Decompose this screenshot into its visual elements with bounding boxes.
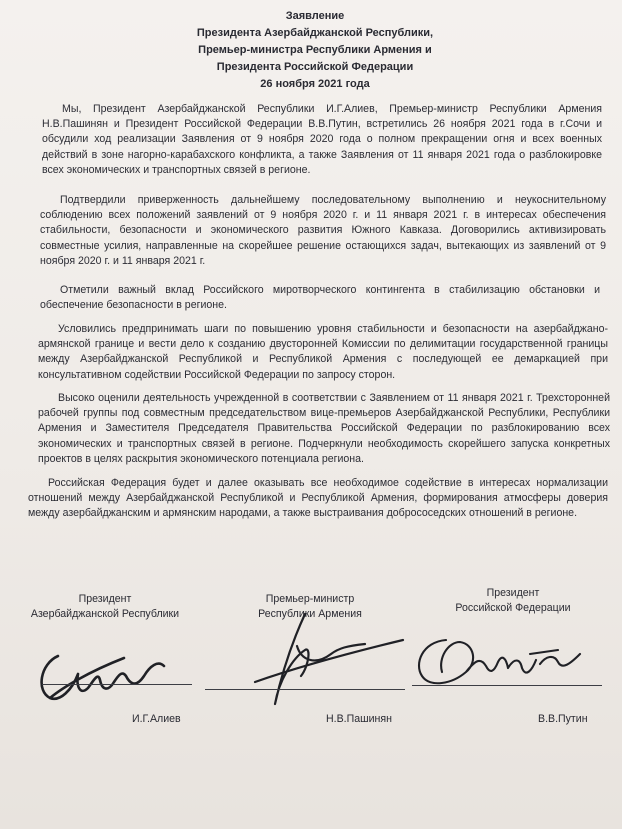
signatory-3-name: В.В.Путин (538, 713, 588, 725)
paragraph-3: Отметили важный вклад Российского миротворческого контингента в стабилизацию обстановки и обеспечение безопасности в регионе. (40, 284, 600, 312)
document-date: 26 ноября 2021 года (260, 78, 370, 90)
header-line-azerbaijan: Президента Азербайджанской Республики, (196, 27, 434, 39)
signatory-1-title-line1: Президент (78, 593, 132, 605)
signature-aliyev (28, 636, 188, 716)
signature-pashinyan (235, 610, 415, 715)
document-header (150, 8, 480, 76)
signatory-3-title-line2: Российской Федерации (455, 602, 571, 614)
signatory-2-title-line1: Премьер-министр (265, 593, 355, 605)
signatory-2-name: Н.В.Пашинян (326, 713, 392, 725)
signature-line-3 (412, 685, 602, 686)
paragraph-1: Мы, Президент Азербайджанской Республики И.Г.Алиев, Премьер-министр Республики Армения Н.В.Пашинян и Президент Российской Федерации В.В.Путин, встретились 26 ноября 2021 года в г.Сочи и обсудили ход реализации Заявления от 9 ноября 2020 года о полном прекращении огня и всех военных действий в зоне нагорно-карабахского конфликта, а также Заявления от 11 января 2021 года о разблокировке всех экономических и транспортных связей в регионе. (42, 103, 602, 176)
signature-line-2 (205, 689, 405, 690)
signatory-2-title-line2: Республики Армения (258, 608, 362, 620)
paragraph-2: Подтвердили приверженность дальнейшему последовательному выполнению и неукоснительному соблюдению всех положений заявлений от 9 ноября 2020 г. и 11 января 2021 г. в интересах обеспечения стабильности, безопасности и экономического развития Южного Кавказа. Договорились активизировать совместные усилия, направленные на скорейшее решение остающихся задач, вытекающих из заявлений от 9 ноября 2020 г. и 11 января 2021 г. (40, 194, 606, 267)
paragraph-6: Российская Федерация будет и далее оказывать все необходимое содействие в интересах нормализации отношений между Азербайджанской Республикой и Республикой Армения, формирования атмосферы доверия между азербайджанским и армянским народами, а также выстраивания добрососедских отношений в регионе. (28, 477, 608, 520)
header-line-russia: Президента Российской Федерации (216, 61, 414, 73)
signatory-1-title-line2: Азербайджанской Республики (30, 608, 180, 620)
paragraph-4: Условились предпринимать шаги по повышению уровня стабильности и безопасности на азербайджано-армянской границе и вести дело к созданию двусторонней Комиссии по делимитации государственной границы между Азербайджанской Республикой и Республикой Армения с последующей ее демаркацией при консультативном содействии Российской Федерации по запросу сторон. (38, 323, 608, 381)
signatory-1-name: И.Г.Алиев (132, 713, 181, 725)
paragraph-5: Высоко оценили деятельность учрежденной в соответствии с Заявлением от 11 января 2021 г. Трехсторонней рабочей группы под совместным председательством вице-премьеров Азербайджанской Республики, Республики Армения и Заместителя Председателя Правительства Российской Федерации по разблокированию всех экономических и транспортных связей в регионе. Подчеркнули необходимость скорейшего запуска конкретных проектов в целях раскрытия экономического потенциала региона. (38, 392, 610, 465)
document-heading: Заявление (285, 10, 345, 22)
signatory-1-title (10, 592, 200, 622)
signature-putin (408, 628, 598, 698)
signatory-3-title (418, 586, 608, 616)
signatory-3-title-line1: Президент (486, 587, 540, 599)
signature-line-1 (42, 684, 192, 685)
header-line-armenia: Премьер-министра Республики Армения и (198, 44, 432, 56)
